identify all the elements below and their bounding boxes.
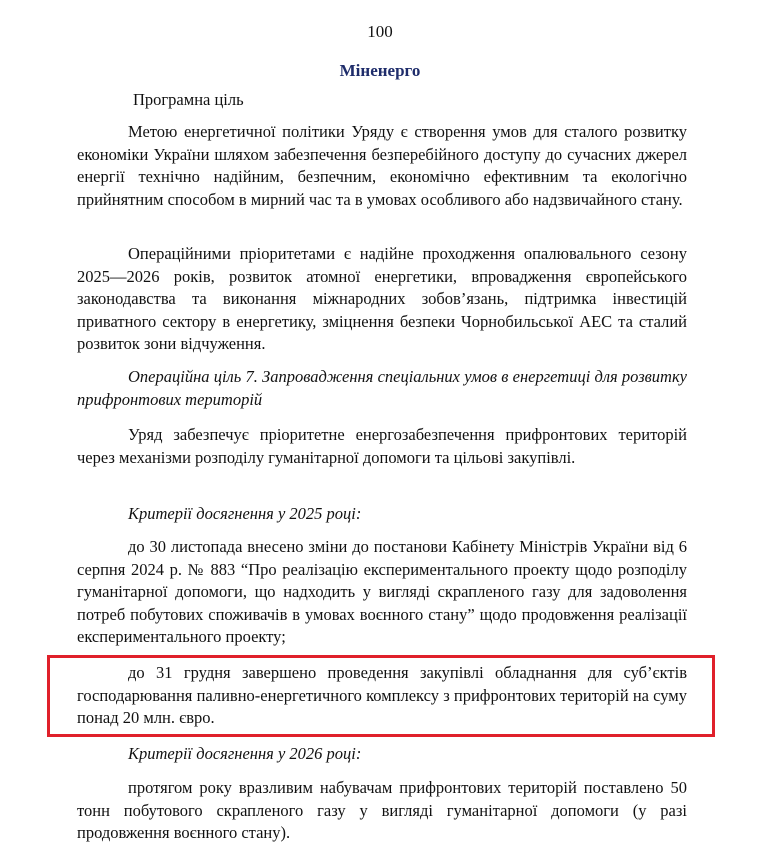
criteria-2025-heading: Критерії досягнення у 2025 році:: [128, 504, 362, 523]
criterion-2025-item-2: до 31 грудня завершено проведення закупівлі обладнання для суб’єктів господарювання паливно-енергетичного комплексу з прифронтових територій на суму понад 20 млн. євро.: [77, 663, 687, 727]
operational-goal-heading: Операційна ціль 7. Запровадження спеціальних умов в енергетиці для розвитку прифронтових територій: [77, 367, 687, 409]
criterion-2026-item-1: протягом року вразливим набувачам прифронтових територій поставлено 50 тонн побутового скрапленого газу у вигляді гуманітарної допомоги (у разі продовження воєнного стану).: [77, 778, 687, 842]
criterion-2025-item-1: до 30 листопада внесено зміни до постанови Кабінету Міністрів України від 6 серпня 2024 р. № 883 “Про реалізацію експериментального проекту щодо розподілу гуманітарної допомоги, що надходить у вигляді скрапленого газу для задоволення потреб побутових споживачів в умовах воєнного стану” щодо продовження реалізації експериментального проекту;: [77, 537, 687, 646]
government-paragraph: Уряд забезпечує пріоритетне енергозабезпечення прифронтових територій через механізми розподілу гуманітарної допомоги та цільові закупівлі.: [77, 425, 687, 467]
criteria-2026-heading: Критерії досягнення у 2026 році:: [128, 744, 362, 763]
page-number: 100: [367, 22, 393, 41]
program-goal-heading: Програмна ціль: [133, 90, 244, 109]
ministry-title: Міненерго: [339, 61, 421, 80]
priorities-paragraph: Операційними пріоритетами є надійне проходження опалювального сезону 2025—2026 років, розвиток атомної енергетики, впровадження європейського законодавства та виконання міжнародних зобов’язань, підтримка інвестицій приватного сектору в енергетику, зміцнення безпеки Чорнобильської АЕС та сталий розвиток зони відчуження.: [77, 244, 687, 353]
goal-paragraph: Метою енергетичної політики Уряду є створення умов для сталого розвитку економіки України шляхом забезпечення безперебійного доступу до сучасних джерел енергії технічно надійним, безпечним, економічно ефективним та екологічно прийнятним способом в мирний час та в умовах особливого або надзвичайного стану.: [77, 122, 687, 209]
